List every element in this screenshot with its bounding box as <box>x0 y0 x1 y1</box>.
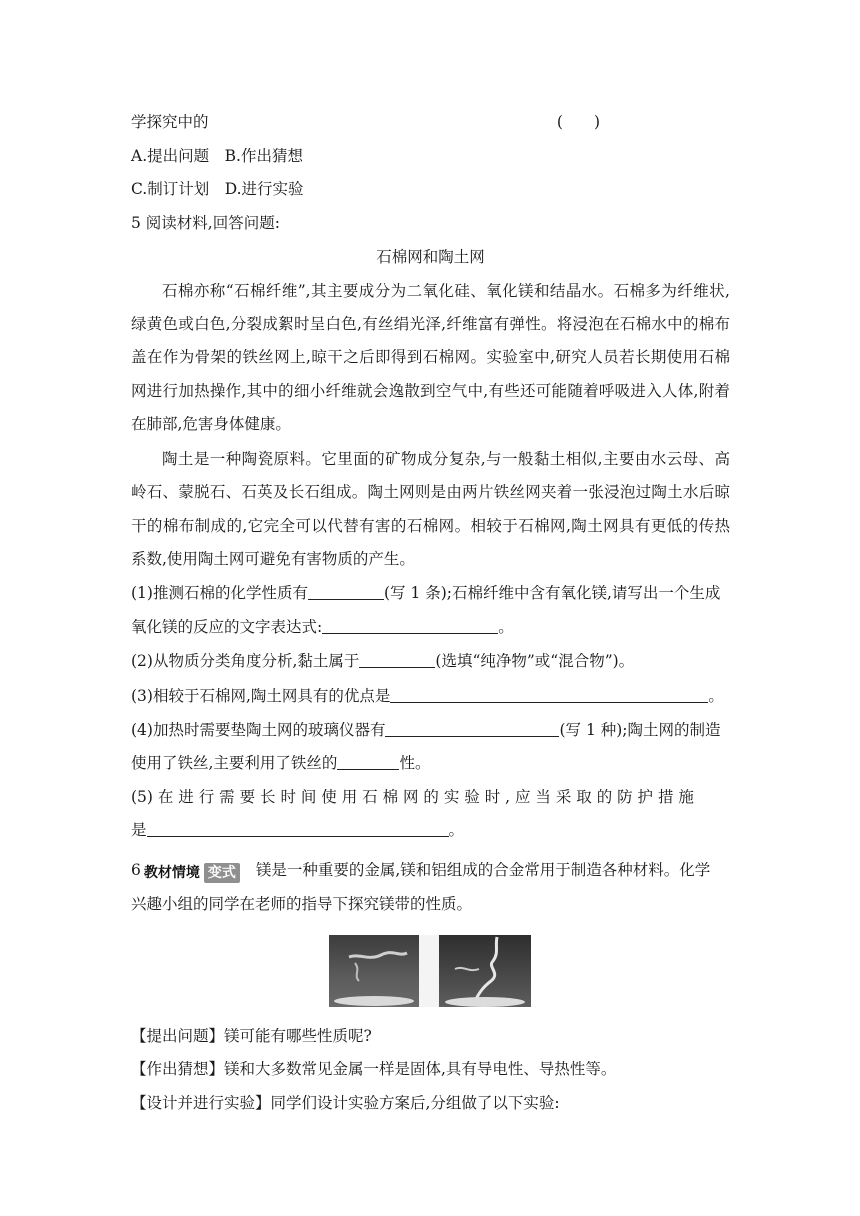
sub-question-3 <box>131 685 730 707</box>
sub-question-4-text: 性。 <box>399 754 431 772</box>
article-title: 石棉网和陶土网 <box>376 248 485 266</box>
sub-question-4-text: 使用了铁丝,主要利用了铁丝的 <box>131 754 338 772</box>
sub-question-4-cont <box>131 752 730 774</box>
sub-question-1-cont <box>131 616 730 638</box>
sub-question-3-text: (3)相较于石棉网,陶土网具有的优点是 <box>131 687 391 705</box>
ribbon-illustration <box>329 935 531 1007</box>
paragraph-1-line: 在肺部,危害身体健康。 <box>131 415 291 433</box>
sub-question-1-text: (写 1 条);石棉纤维中含有氧化镁,请写出一个生成 <box>383 584 721 602</box>
question-number: 6 <box>131 861 141 879</box>
q4-stem-text: 学探究中的 <box>131 113 209 131</box>
paragraph-1-line: 盖在作为骨架的铁丝网上,晾干之后即得到石棉网。实验室中,研究人员若长期使用石棉 <box>131 348 730 366</box>
paragraph-2-line: 系数,使用陶土网可避免有害物质的产生。 <box>131 550 415 568</box>
sub-question-5-text: 是 <box>131 821 147 839</box>
paragraph-2-line: 陶土是一种陶瓷原料。它里面的矿物成分复杂,与一般黏土相似,主要由水云母、高 <box>162 450 730 468</box>
answer-blank[interactable] <box>390 687 708 703</box>
q4-options-ab: A.提出问题 B.作出猜想 <box>131 147 303 165</box>
answer-parentheses: ( ) <box>556 113 600 131</box>
q5-intro: 5 阅读材料,回答问题: <box>131 214 280 232</box>
sub-question-5: (5) 在 进 行 需 要 长 时 间 使 用 石 棉 网 的 实 验 时 , 应 当 采 取 的 防 护 措 施 <box>131 788 694 806</box>
answer-blank[interactable] <box>147 821 449 837</box>
sub-question-1-text: (1)推测石棉的化学性质有 <box>131 584 308 602</box>
magnesium-experiment-photo <box>329 935 531 1007</box>
paragraph-1-line: 石棉亦称“石棉纤维”,其主要成分为二氧化硅、氧化镁和结晶水。石棉多为纤维状, <box>162 282 730 300</box>
answer-blank[interactable] <box>385 721 559 737</box>
sub-question-4 <box>131 719 730 741</box>
section-design: 【设计并进行实验】同学们设计实验方案后,分组做了以下实验: <box>131 1094 560 1112</box>
period: 。 <box>708 687 724 705</box>
q4-stem <box>131 111 730 133</box>
q6-line-2: 兴趣小组的同学在老师的指导下探究镁带的性质。 <box>131 895 473 913</box>
paragraph-2-line: 干的棉布制成的,它完全可以代替有害的石棉网。相较于石棉网,陶土网具有更低的传热 <box>131 517 730 535</box>
section-ask: 【提出问题】镁可能有哪些性质呢? <box>131 1027 372 1045</box>
sub-question-2 <box>131 650 730 672</box>
answer-blank[interactable] <box>322 618 498 634</box>
section-guess: 【作出猜想】镁和大多数常见金属一样是固体,具有导电性、导热性等。 <box>131 1060 617 1078</box>
sub-question-4-text: (4)加热时需要垫陶土网的玻璃仪器有 <box>131 721 386 739</box>
sub-question-1-text: 氧化镁的反应的文字表达式: <box>131 618 323 636</box>
answer-blank[interactable] <box>308 584 384 600</box>
answer-blank[interactable] <box>337 754 399 770</box>
scenario-tag-label: 教材情境 <box>143 865 200 881</box>
period: 。 <box>448 821 465 839</box>
period: 。 <box>498 618 514 636</box>
sub-question-1 <box>131 582 730 604</box>
answer-blank[interactable] <box>359 652 435 668</box>
sub-question-2-text: (选填“纯净物”或“混合物”)。 <box>435 652 635 670</box>
sub-question-4-text: (写 1 种);陶土网的制造 <box>559 721 721 739</box>
variant-badge: 变式 <box>204 863 240 883</box>
paragraph-1-line: 网进行加热操作,其中的细小纤维就会逸散到空气中,有些还可能随着呼吸进入人体,附着 <box>131 382 730 400</box>
scenario-tag <box>141 863 240 883</box>
q6-line-1 <box>131 859 730 883</box>
sub-question-5-cont <box>131 819 730 841</box>
paragraph-1-line: 绿黄色或白色,分裂成絮时呈白色,有丝绢光泽,纤维富有弹性。将浸泡在石棉水中的棉布 <box>131 315 730 333</box>
paragraph-2-line: 岭石、蒙脱石、石英及长石组成。陶土网则是由两片铁丝网夹着一张浸泡过陶土水后晾 <box>131 483 730 501</box>
sub-question-2-text: (2)从物质分类角度分析,黏土属于 <box>131 652 360 670</box>
q4-options-cd: C.制订计划 D.进行实验 <box>131 180 304 198</box>
q6-text: 镁是一种重要的金属,镁和铝组成的合金常用于制造各种材料。化学 <box>255 861 711 879</box>
